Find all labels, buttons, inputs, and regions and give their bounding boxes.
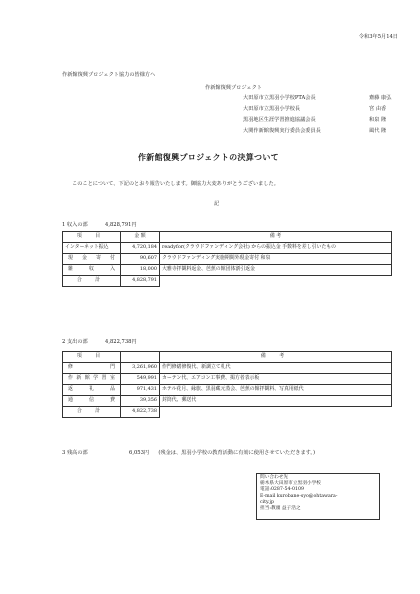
- signatory-name: 宮 由香: [369, 106, 387, 112]
- income-note: クラウドファンディング実施期間外現金寄付 和泉: [160, 254, 392, 265]
- income-header-row: [63, 232, 392, 243]
- expense-heading-label: 2 支出の部: [62, 339, 88, 345]
- expense-header-row: [63, 352, 392, 363]
- empty-cell: [160, 407, 392, 418]
- expense-header-amount: [121, 352, 160, 363]
- addressee: 作新館復興プロジェクト協力の皆様方へ: [62, 72, 156, 78]
- expense-note: ホテル花月、縁旅、黒羽藏元蒸会、芭蕉の館拝観料、写真用紙代: [160, 385, 392, 396]
- expense-table: [62, 351, 392, 418]
- signatory-name: 風代 隆: [369, 128, 387, 134]
- income-heading-label: 1 収入の部: [62, 222, 88, 228]
- income-heading: [62, 222, 137, 228]
- org-name: 作新館復興プロジェクト: [205, 85, 262, 91]
- balance-heading: 3 残高の部: [62, 450, 88, 456]
- contact-box: [256, 473, 380, 520]
- income-item: 雑収入: [63, 265, 121, 276]
- signatory-name: 齋藤 康弘: [369, 95, 392, 101]
- signatory-title: 大関作新館復興実行委員会委員長: [243, 128, 321, 134]
- table-row: [63, 243, 392, 254]
- expense-item: 返礼品: [63, 385, 121, 396]
- document-title: 作新館復興プロジェクトの決算ついて: [138, 152, 279, 162]
- table-row: [63, 374, 392, 385]
- expense-amount: 549,991: [121, 374, 160, 385]
- income-note: readyfor(クラウドファンディング会社) からの振込金 手数料を差し引いたもの: [160, 243, 392, 254]
- contact-heading: 問い合わせ先: [260, 475, 289, 480]
- expense-amount: 971,431: [121, 385, 160, 396]
- signatory-3: [243, 117, 403, 123]
- table-row: [63, 265, 392, 276]
- signatory-2: [243, 106, 403, 112]
- expense-item: 修 門: [63, 363, 121, 374]
- expense-item: 作新館学習室: [63, 374, 121, 385]
- signatory-1: [243, 95, 403, 101]
- expense-item: 通信費: [63, 396, 121, 407]
- expense-sum-row: [63, 407, 392, 418]
- expense-amount: 3,261,960: [121, 363, 160, 374]
- document-date: 令和3年5月14日: [358, 34, 398, 40]
- contact-phone: 電話:0287-54-0109: [260, 487, 304, 493]
- ki-marker: 記: [214, 201, 220, 207]
- expense-note: カーテン代、エアコン工事費、掲方者表示板: [160, 374, 392, 385]
- table-row: [63, 385, 392, 396]
- balance-line: [62, 450, 315, 456]
- income-sum-label: 合 計: [63, 276, 121, 287]
- income-item: インターネット振込: [63, 243, 121, 254]
- expense-sum-label: 合 計: [63, 407, 121, 418]
- income-amount: 90,607: [121, 254, 160, 265]
- expense-sum-amount: 4,822,738: [121, 407, 160, 418]
- income-header-amount: 金 額: [121, 232, 160, 243]
- income-sum-row: [63, 276, 392, 287]
- balance-amount: 6,053円: [129, 450, 150, 456]
- table-row: [63, 363, 392, 374]
- income-total: 4,828,791円: [105, 222, 137, 228]
- greeting-text: このことについて、下記のとおり報告いたします。御協力大変ありがとうございました。: [72, 181, 279, 187]
- empty-cell: [160, 276, 392, 287]
- signatory-title: 黒羽地区生涯学習推進協議会長: [243, 117, 316, 123]
- signatory-name: 和泉 隆: [369, 117, 387, 123]
- contact-email-domain: city.jp: [260, 499, 274, 505]
- balance-note: (残金は、黒羽小学校の教育活動に有効に使用させていただきます。): [158, 450, 316, 456]
- expense-heading: [62, 339, 137, 345]
- signatory-title: 大田原市立黒羽小学校長: [243, 106, 301, 112]
- expense-total: 4,822,738円: [105, 339, 137, 345]
- income-sum-amount: 4,828,791: [121, 276, 160, 287]
- income-table: [62, 231, 392, 287]
- table-row: [63, 396, 392, 407]
- income-item: 現金寄付: [63, 254, 121, 265]
- contact-school: 栃木県大田原市立黒羽小学校: [260, 481, 321, 487]
- income-amount: 4,720,184: [121, 243, 160, 254]
- table-row: [63, 254, 392, 265]
- signatory-title: 大田原市立黒羽小学校PTA会長: [243, 95, 316, 101]
- expense-header-item: 項 目: [63, 352, 121, 363]
- expense-amount: 39,356: [121, 396, 160, 407]
- expense-header-note: 備 考: [160, 352, 392, 363]
- income-header-note: 備 考: [160, 232, 392, 243]
- contact-email: E-mail kurobane-syo@ohtawara-: [260, 493, 338, 499]
- income-amount: 18,000: [121, 265, 160, 276]
- signatory-4: [243, 128, 403, 134]
- expense-note: 作門修繕修復代、新調立て札代: [160, 363, 392, 374]
- income-header-item: 項 目: [63, 232, 121, 243]
- income-note: 大雅寺拝観料返金、芭蕉の館団体割引返金: [160, 265, 392, 276]
- contact-person: 担当:教頭 益子浩之: [260, 506, 301, 512]
- expense-note: 封筒代、郵送代: [160, 396, 392, 407]
